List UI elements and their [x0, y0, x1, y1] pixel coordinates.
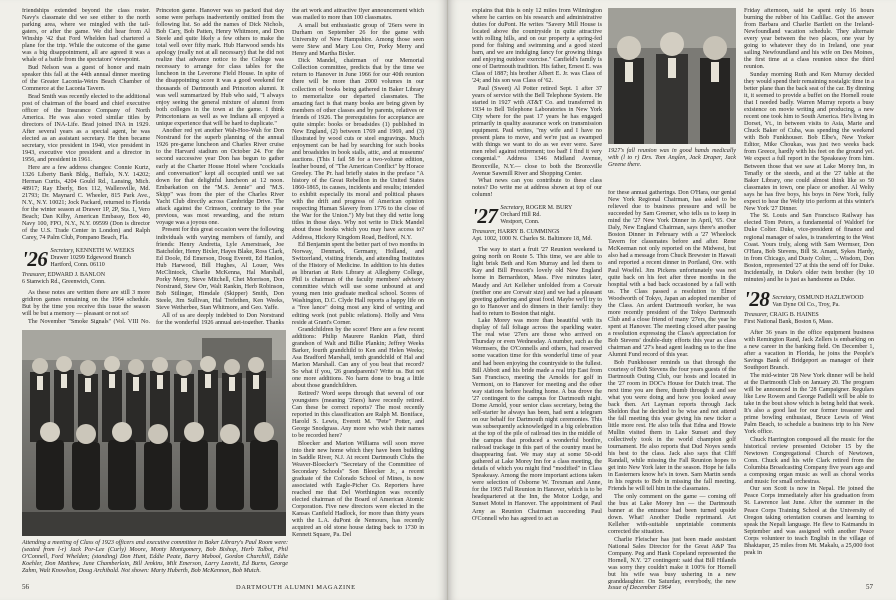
class-year: '27	[472, 204, 498, 229]
treasurer-role: Treasurer,	[472, 229, 497, 236]
reunion-photo-caption: 1927's fall reunion was in good hands medically with (l to r) Drs. Tom Anglen, Jack Draper, Jack Greene there.	[608, 148, 736, 169]
paragraph: Charlie Fleischer has just been made assistant National Sales Director for the Great A&P Tea Company. Peg and Hank Copeland represented the Hornell, N.Y. '27 contingent: said that Bill Hilands was sorry they couldn't make it 100% for Hornell but his wife was busy ushering in a new granddaughter. On Saturday, everybody, the new	[608, 536, 736, 584]
paragraph: explains that this is only 12 miles from Wilmington where he carries on his research and administrative duties for duPont. He writes "Savery Mill House is located above the countryside in quite attractive with rolling hills, and on our property a spring-fed pond for fishing and swimming and a good sized barn, and we are indulging fancy for growing things and enjoying outdoor exercise." Canfield's family is one of Dartmouth tradition. His father, Ernest E. was Class of 1887; his brother Albert E. Jr. was Class of '24; and his son was Class of '62.	[472, 8, 602, 85]
class-secretary-info	[50, 248, 134, 269]
class-secretary-info	[772, 295, 863, 309]
secretary-role: Secretary,	[772, 294, 797, 301]
paragraph: Another red yet another Wah-Hoo-Wah for Don Norstrand for the superb planning of the annual 1926 pre-game luncheon and Charles River cruise to the Harvard stadium on October 24. For the second successive year Don has begun to gather early at the Charter House Hotel where "cocktails and conversation" kept all occupied until we sat down for that delightful luncheon at 12 noon. Embarkation on the "M.S. Jennie" and "M.S. Skipp" was from the pier of the Charles River Yacht Club directly across Cambridge Drive. The attack against the Crimson, contrary to the year previous, was most rewarding, and the return voyage was a joyous one.	[156, 128, 284, 226]
paragraph: Dick Mandel, chairman of our Memorial Collection committee, predicts that by the time we return to Hanover in June 1966 for our 40th reunion there will be more than 2000 volumes in our collection of books being gathered in Baker Library to memorialize our departed classmates. The amazing fact is that many books are being given by members of other classes and by parents, relatives or friends of 1926. The prerequisites for acceptance are quite simple: books or broadsides (1) published in New England, (2) between 1769 and 1969, and (3) illustrated by wood cuts or steel engravings. Much enjoyment can be had by searching for such books and broadsides in book stalls, attic, and at museums' auctions. (This I fail 58 for a two-volume edition, leather bound, of "The American Conflict" by Horace Greeley. The Pr. had briefly states in the preface "A history of the Great Rebellion in the United States 1860-1865, its causes, incidents and results; intended to exhibit especially its moral and political phases with the drift and progress of American opinion respecting Human Slavery from 1776 to the close of the War for the Union.") My but they did write long titles in those days. Why not write to Dick Mandel about those books which you may have access to? Address, Hickory Kingdom Road, Bedford, N.Y.	[292, 58, 424, 241]
paragraph: A small but enthusiastic group of '26ers were in Durham on September 26 for the game with University of New Hampshire. Among those seen were Stew and Mary Lou Orr, Porky Merry and Henry and Martha Bixler.	[292, 22, 424, 57]
class-secretary-info	[500, 205, 572, 226]
treasurer-address: First National Bank, Boston 6, Mass.	[744, 318, 834, 325]
paragraph: Retired? Word seeps through that several of our youngsters (meaning '26ers) have recently retired. Can these be correct reports? The most recently reported in this classification are Ralph M. Boniface, Harold S. Lewis, Everett M. "Pete" Potter, and George Snodgrass. Any more who wish their names to be recorded here?	[292, 391, 424, 440]
paragraph: The St. Louis and San Francisco Railway has elected Tom Peters, a fundamental of Waldorf for Duke Colter. Duke, vice-president of finance and regional manager of sales, is transferring to the West Coast. Yours truly, along with Sam Wermser, Don O'Hara, Bob Stevens, Bill St. Amant, Sykes Hardy, in from Chicago, and Dusty Colter, ... Wisdom, Don Boston, represented '27 at this the send off for Duke. Incidentally, in Duke's older twin brother (by 10 minutes) and he is just as handsome as Duke.	[744, 213, 874, 283]
group-photo	[22, 330, 286, 536]
paragraph: All of us are deeply indebted to Don Norstrand for the wonderful 1926 annual get-together. Thanks	[156, 312, 284, 324]
right-page	[448, 0, 896, 600]
secretary-name: OSMUND HAZLEWOOD	[797, 294, 864, 301]
paragraph: Present for this great occasion were the following individuals with varying members of family, and friends: Henry Andretta, Lyle Amerstraek, Joe Batchelder, Henry Bixler, Hayes Blake, Ross Clark, Ed Doole, Ed Emerson, Doug Everett, Ed Hanlon, Hub Harwood, Bill Hughes, Al Louer, Wes McClintock, Charlie McKenna, Hal Marshall, Porky Merry, Steve Mitchell, Chet Morrison, Don Norstrand, Stew Orr, Walt Rankin, Herb Robinson, Bob Stilinger, Himdale (Skipper) Smith, Don Steele, Jim Sullivan, Hal Trefethen, Ken Weeks, Steve Wetherbee, Stan Whitmore, and Geo. Yaffe.	[156, 227, 284, 311]
secretary-role: Secretary,	[500, 205, 525, 212]
left-column-1	[22, 8, 150, 324]
class-heading-26	[22, 247, 150, 272]
class-heading-27	[472, 204, 602, 229]
secretary-address: Van Dyne Oil Co., Troy, Pa.	[772, 301, 840, 308]
photo-caption: Attending a meeting of Class of 1923 officers and executive committee in Baker Library's Paul Room were: (seated from l-r) Jack Por-Lee (Curly) Moore, Monty Montgomery, Bob Bishop, Herb Talbot, Phil O'Connell, Ford Whelden; (standing) Don Hunt, Eddie Peate, Barry Mabool, Gordon Churchill, Eddie Koehler, Don Matthew, June Chamberlain, Bill Jenkins, Milt Emerson, Larry Leavitt, Ed Burns, George Zahm, Walt Knowlton, Doug Archibald. Not shown: Marty Huberth, Bob McKennon, Bob Mutch.	[22, 540, 288, 575]
paragraph: for these annual gatherings. Don O'Hara, our genial New York Regional Chairman, has asked to be relieved due to business pressure and will be succeeded by Sam Greener, who tells us to keep in mind the '27 New York Dinner in April, '65. Our Daly, New England Chairman, says there's another Boston Dinner in February with a '27 Wheelock Tavern for classmates before and after. Rene McKeeman not only reported on the Midwest, but also had a message from Chuck Brewster in Hawaii and reported a recent dinner in Portland, Ore. with Paul Woelfel. Jim Pickens unfortunately was not quite back on his feet after three months in the hospital with a bad back occasioned by a fall with us. The Class passed a resolution to Elmer Woodworth of Tokyo, Japan an adopted member of the Class. An ardent Dartmouth worker, he was more recently president of the Tokyo Dartmouth Club and a close friend of many '27ers, the year he spent at Hanover. The meeting closed after passing a resolution expressing the Class's appreciation for Bob Stevens' double-duty efforts this year as class chairman and '27's head agent leading us to the fine Alumni Fund record of this year.	[608, 190, 736, 359]
secretary-address: Hartford, Conn. 06110	[50, 262, 105, 269]
treasurer-address: Apt. 1002, 1000 N. Charles St. Baltimore 18, Md.	[472, 236, 592, 243]
class-treasurer-info	[744, 312, 874, 326]
paragraph: Paul (Sweet) Al Potter retired Sept. 1 after 37 years of service with the Bell Telephone System. He started in 1927 with AT&T Co. and transferred in 1934 to Bell Telephone Laboratories in New York City where for the past 17 years he has engaged primarily in quality assurance work on transmission equipment. Paul writes, "my wife and I have no present plans to move, and we're just as swamped with things we want to do as we ever were. Save men rebel against retirement; too bad! I find it very congenial." Address 1346 Midland Avenue, Bronxville, N.Y.— close to both the Bronxville Avenue Sawmill River and Shopping Center.	[472, 86, 602, 177]
paragraph: The only comment on the game — coming off the bus at Lake Morey Inn — the Dartmouth banner at the entrance had been turned upside down. What! Another Dudie reprimand. Art Kelleher with-suitable unprintable comments corrected the situation.	[608, 494, 736, 536]
class-treasurer-info	[22, 272, 150, 286]
treasurer-name: CRAIG B. HAINES	[769, 311, 819, 318]
treasurer-role: Treasurer,	[22, 272, 47, 279]
page-number: 56	[22, 583, 29, 591]
left-column-3	[292, 8, 424, 584]
treasurer-role: Treasurer,	[744, 311, 769, 318]
issue-footer: Issue of December 1964	[608, 584, 671, 591]
paragraph: friendships extended beyond the class roster. Navy's classmate did we see either to the north parking area, where we mingled with the tail-gaters, or after the game. We did hear from Al Winship '42 that Ford Whelden had chartered a plane for the trip. While the outcome of the game was a big disappointment, all are agreed it was a whale of a battle from the spectators' viewpoint.	[22, 8, 150, 64]
treasurer-name: EDWARD J. BANLON	[47, 272, 106, 279]
secretary-name: KENNETH W. WEEKS	[75, 248, 135, 255]
left-column-2	[156, 8, 284, 324]
paragraph: The way to start a fruit '27 Reunion weekend is going north on Route 5. This time, we are able to light brisk Beth and Ken Murray and led them to Kay and Bill Prescott's lovely old New England home in Bernardston, Mass. Five minutes later, Maudy and Art Kelleher unfolded from a Corvair (neither one are Corvair size) and we had a pleasant greeting gathering and great food. Maybe we'll try to go to Hanover and do dinners in their family: they had to return to Boston that night.	[472, 247, 602, 317]
class-treasurer-info	[472, 229, 602, 243]
right-column-2	[608, 190, 736, 584]
class-year: '28	[744, 286, 770, 311]
secretary-address: Westport, Conn.	[500, 219, 540, 226]
paragraph: Here are a few address changes: Connie Kurtz, 1326 Liberty Bank Bldg., Buffalo, N.Y. 14202; Herman Curtis, 4204 Gould Rd., Lansing, Mich. 48917; Ray Eberly, Box 112, Wallersville, Md. 21793; Dr. Maynard C. Wheeler, 815 Park Ave., N.Y., N.Y. 10021; Jock Packard, returned to Florida for the winter season at Drawer 1P, 2P, Sta. 1, Vero Beach; Dan Kilby, American Embassy, Box 40, Navy 100, FPO, N.Y., N.Y. 09599 (Don is director of the U.S. Trade Center in London) and Ralph Carey, 74 Palm Club, Pompano Beach, Fla.	[22, 164, 150, 241]
treasurer-name: HARRY B. CUMMINGS	[497, 229, 560, 236]
paragraph: Bud Nelson was a guest of honor and main speaker this fall at the 44th annual dinner meeting of the Greater Laconia-Weirs Beach Chamber of Commerce at the Laconia Tavern.	[22, 64, 150, 93]
paragraph: Grandchildren by the score! Here are a few recent additions: Philip Maurere Rankin Platt, third grandson of Walt and Billie Plankin; Jeffrey Weeks Barker, fourth grandchild to Ken and Helen Weeks; Asa Bradford Marshall, tenth grandchild of Hal and Marion Marshall. Can any of you beat that record? So what if you, '26 grandparents? Write us. But not one more additions. No harm done to brag a little about those grandchildren.	[292, 327, 424, 390]
reunion-photo	[608, 8, 736, 144]
paragraph: Friday afternoon, said he spent only 16 hours burning the rubber of his Cadillac. Got the answer from Barbara and Charlie Bartlett on the Ireland-Newfoundland vacation schedule. They alternate every year between the two places, one year by going to whatever they do in Ireland, one year sailing Newfoundland and his wife on Des Moines, the first time at a class reunion since the third reunion.	[744, 8, 874, 71]
paragraph: As these notes are written there are still 3 more gridiron games remaining on the 1964 schedule. But by the time you receive this issue the season will be but a memory — pleasant or not so!	[22, 290, 150, 318]
paragraph: Lake Morey was more than beautiful with its display of fall foliage across the sparkling water. The real wise '27ers are those who arrived on Thursday or even Wednesday. A number, such as the Wormsers, the O'Connells and others, had reserved some vacation time for this wonderful time of year and had been enjoying the countryside to the fullest. Bill Abbott and his bride made a real trip East from San Francisco, meeting the Arnolds for golf in Vermont, on to Hanover for meeting and the other way stations before heading home. A bus drove the '27 contingent to the campus for Dartmouth night. Dome Arnold, your senior class secretary, being the self-starter he always has been, had sent a telegram on our behalf for Dartmouth night ceremonies. This was subsequently acknowledged in a big celebration at the top of the pile of railroad ties in the middle of the campus that produced a wonderful bonfire, railroad trackage in this part of the country must be disappearing fast. We may stay at some 50-odd gathered at Lake Morey Inn for a class meeting, the details of which you might find "modified" in Class Speakeasy. Among the more important actions taken were selection of Osborne W. Trexman and Anne, for the 1965 Fall Reunion in Hanover, which is to be headquartered at the Inn, the Motor Lodge, and Sunset Motel in Hanover. The appointment of Paul Arny as Reunion Chairman succeeding Paul O'Connell who has agreed to act as	[472, 318, 602, 522]
paragraph: The mid-winter '28 New York dinner will be held at the Dartmouth Club on January 20. The program will be announced in the '28 Campaigner. Regulars like Lew Rowen and George Padlelli will be able to take in the bout show which is being held that week. It's also a good last for our former treasurer and prime bowling enthusiast, Bruce Lewis of West Palm Beach, to schedule a business trip to his New York office.	[744, 372, 874, 435]
paragraph: the art work and attractive flyer announcement which was mailed to more than 100 classmates.	[292, 8, 424, 22]
right-column-3	[744, 8, 874, 584]
paragraph: Bloecker and Marion Williams will soon move into their new home which they have been building in Saddle River, N.J. At recent Dartmouth Clubs the Weaver-Bloecker's "Secretary of the Committee of Secondary Schools" Son Bleecker Jr., a recent graduate of the Colorado School of Mines, is now associated with Eagle-Picher Co. Reporters have reached me that Del Worthington was recently elected chairman of the Board of American Atomic Corporation. Five new directors were elected in the Kansas Canfield Hadlock, for more than thirty years with the L.A. duPont de Nemours, has recently acquired an old stone house dating back to 1730 in Kennett Square, Pa. Del	[292, 440, 424, 539]
paragraph: Sunday morning Ruth and Ken Murray decided they would spend their remaining nostalgic time in a better plane than the back seat of the car. By dinning it, it seemed to provide a buffet on the Hornell route that I needed badly. Warren Murray reports a busy existence on movie writing and producing, a new recent one took him to South America. He's living in Dorset, Vt., in between visits to Asia, Marie and Chuck Baker of Cuba, was spending the weekend with Bob Funkhouser. Bob Elbe's, New Yorker Editor, Mike Choukas, was just two weeks back from Greece, hardly with his feet on the ground yet. We expect a full report in the Speakeasy from him. Between those that we saw at Lake Morey Inn, in Tenafly or the steeds, and at the '27 table at the Baker Library, one could almost think like so 50 classmates in town, one place or another. Al Welty says he has five boys, his boys in New York, fully expect to hear the Welty trio perform at this winter's New York '27 Dinner.	[744, 71, 874, 212]
class-year: '26	[22, 247, 48, 272]
secretary-address: Orchard Hill Rd.	[500, 212, 541, 219]
paragraph: After 36 years in the office equipment business with Remington Rand, Jack Zellers is embarking on a new career in the banking field. On December 1, after a vacation in Florida, he joins the People's Savings Bank of Bridgeport as manager of their Southport Branch.	[744, 329, 874, 372]
paragraph: What news can you contribute to these class notes? Do write me at address shown at top of our column!	[472, 178, 602, 199]
treasurer-address: 6 Stanwich Rd., Greenwich, Conn.	[22, 279, 106, 286]
paragraph: Our son Scott is now in Nepal. He joined the Peace Corps immediately after his graduation from St. Lawrence last June. After the summer in the Peace Corps Training School at the University of Oregon taking orientation courses and learning to speak the Nepali language. He flew to Katmandu in September and was assigned with another Peace Corps volunteer to teach English in the village of Bhaktapur, 25 miles from Mt. Makalu, a 25,000 foot peak in	[744, 486, 874, 556]
running-footer: DARTMOUTH ALUMNI MAGAZINE	[236, 584, 356, 591]
paragraph: Bob Funkhouser reminds us that through the courtesy of Bob Stevens the four years guests of the Dartmouth Outing Club, our hosts and located in the '27 room in DOC's House for Dutch treat. The next time you are there, thumb through it and see what you were doing and how you looked away back then. Art Layman reports through Jack Sheldon that he decided to be wise and not attend the fall meeting this year giving his new ticker a little more rest. He also tells that Edna and Howie Mullin visited them in Lake Sunset and they collectively took in the world champion golf tournament. He also reports that Dud Noyes sends his best to the class. Jack also says that Cliff Randall, while missing the Fall Reunion hopes to get into New York later in the season. Hope he falls in Easterners know he's in town. Sam Martin sends in his regrets to Bob in missing the fall meeting. Friends he will tell him in the classmates.	[608, 359, 736, 493]
class-heading-28	[744, 286, 874, 311]
secretary-role: Secretary,	[50, 248, 75, 255]
paragraph: The November "Smoke Signals" (Vol. VIII No.	[28, 318, 150, 324]
paragraph: Brad Smith was recently elected to the additional post of chairman of the board and chief executive officer of the Insurance Company of North America. He was also voted similar titles by directors of INA-Life. Brad joined INA in 1929. After several years as a special agent, he was elected as an assistant secretary. He then became secretary, vice president in 1940, vice president in 1943, executive vice president and a director in 1956, and president in 1961.	[22, 93, 150, 163]
paragraph: Chuck Harrington composed all the music for the historical review presented October 15 by the Newtown Congregational Church of Newtown, Conn. Chuck and his wife Clark retired from the Columbia Broadcasting Company five years ago and a composing organ music as well as choral works and music for small orchestras.	[744, 436, 874, 485]
paragraph: Ed Benjamin spent the better part of two months in Norway, Denmark, Germany, Holland, and Switzerland, visiting friends, and attending Institutes of the History of Medicine. In addition to his duties as librarian at Reis Library at Allegheny College, Phil is chairman of the faculty members' advisory committee which will use some unbound at and young men into graduate medical school. Scores of Washington, D.C. Clyde Hall reports a happy life on a "free lance" doing most any kind of writing and editing work (not public relations). Holly and Vera reside at Grant's Corner.	[292, 242, 424, 326]
secretary-address: Drawer 10299 Edgewood Branch	[50, 255, 131, 262]
right-column-1	[472, 8, 602, 584]
secretary-name: ROGER M. BURY	[525, 205, 573, 212]
page-number: 57	[866, 583, 873, 591]
paragraph: Princeton game. Hanover was so packed that day some were perhaps inadvertently omitted from the following list. So add the names of Dick Nichols, Bob Cary, Bob Patten, Henry Whitmore, and Don Steele and quite likely a few others to make the total well over fifty mark. Hub Harwood sends his apology (really not at all necessary) that he did not realize that advance notice to the College was necessary to arrange for class tables for the luncheon in the Leverone Field House. In spite of the disappointing score it was a good weekend for thousands of Dartmouth and Princeton alumni. It was well summarized by Hub who said, "I always enjoy seeing the general mixture of alumni from both colleges in the town at the game. I think Princetonians as well as we Indians all enjoyed a unique experience that will be hard to duplicate."	[156, 8, 284, 127]
